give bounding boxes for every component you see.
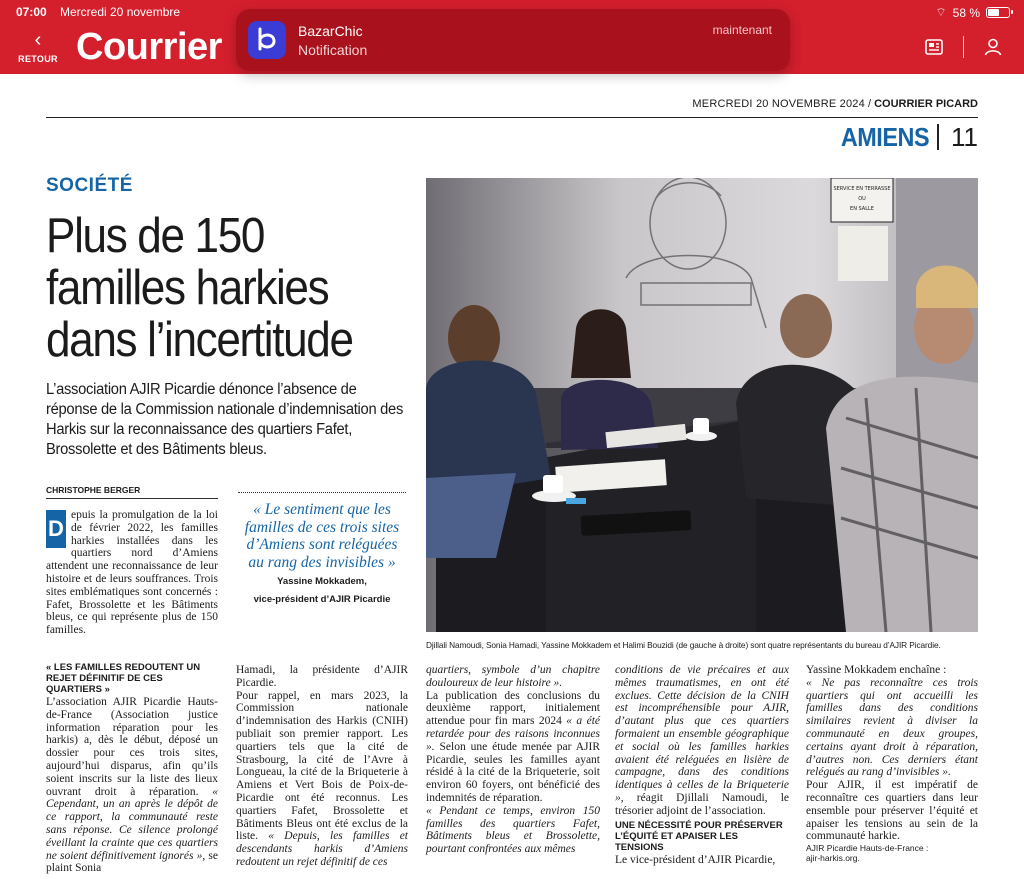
col3-quote-1: quartiers, symbole d’un chapitre douloureux de leur histoire ». xyxy=(426,664,600,689)
photo-sign-line-1: SERVICE EN TERRASSE xyxy=(833,186,891,192)
col1-paragraph-2: L’association AJIR Picardie Hauts-de-France (Association justice information réparation pour les harkis) a, dès le début, déposé un dossier pour ces trois sites, aujourd’hui disparus, afin qu’ils soient inscrits sur la liste des lieux ouvrant droit à réparation. xyxy=(46,696,218,798)
col2-quote: « Depuis, les familles et descendants harkis d’Amiens redoutent un rejet définitif de ces xyxy=(236,830,408,868)
section-name: AMIENS xyxy=(840,121,929,152)
col1-paragraph-1: epuis la promulgation de la loi de février 2022, les familles harkies installées dans les quartiers nord d’Amiens attendent une reconnaissance de leur histoire et de leurs souffrances. Trois sites emblématiques sont concernés : Fafet, Brossolette et les Bâtiments bleus, ce qui représente plus de 150 familles. xyxy=(46,509,218,637)
status-date: Mercredi 20 novembre xyxy=(60,5,181,19)
article-column-2 xyxy=(236,664,408,869)
photo-sign-line-2: OU xyxy=(858,196,866,202)
notification-time: maintenant xyxy=(712,23,772,37)
notification-message: Notification xyxy=(298,42,368,58)
col4-paragraph-2: Le vice-président d’AJIR Picardie, xyxy=(615,853,776,866)
col1-quote: « Cependant, un an après le dépôt de ce rapport, la communauté reste sans réponse. Ce silence prolongé éveillant la crainte que ces quartiers ne soient définitivement ignorés » xyxy=(46,785,218,862)
pull-quote-text: « Le sentiment que les familles de ces trois sites d’Amiens sont reléguées au rang des invisibles » xyxy=(244,501,400,571)
col5-quote: « Ne pas reconnaître ces trois quartiers qui ont accueilli les familles dans des conditions similaires revient à diviser la communauté en deux groupes, certains ayant droit à réparation, d’autres non. Ces derniers étant relégués au rang d’invisibles ». xyxy=(806,676,978,779)
col5-paragraph-1: Yassine Mokkadem enchaîne : xyxy=(806,664,947,676)
notification-app-name: BazarChic xyxy=(298,23,363,39)
battery-icon xyxy=(986,7,1010,18)
page-header xyxy=(46,98,978,118)
col2-paragraph-1: Hamadi, la présidente d’AJIR Picardie. xyxy=(236,664,408,689)
toolbar-divider xyxy=(963,36,964,58)
article-kicker: SOCIÉTÉ xyxy=(46,175,133,196)
pull-quote-role: vice-président d’AJIR Picardie xyxy=(253,594,391,605)
col4-quote: conditions de vie précaires et aux mêmes traumatismes, en ont été exclues. Cette décision de la CNIH est incompréhensible pour AJIR, d’autant plus que ces quartiers formaient un ensemble géographique et social où les familles harkies avaient été reléguées en lisière de campagne, dans des conditions identiques à celles de la Briqueterie » xyxy=(615,664,789,804)
battery-percent: 58 % xyxy=(952,5,980,20)
photo-caption: Djillali Namoudi, Sonia Hamadi, Yassine Mokkadem et Halimi Bouzidi (de gauche à droite) sont quatre représentants du bureau d’AJIR Picardie. xyxy=(426,640,941,650)
col3-quote-3: « Pendant ce temps, environ 150 familles des quartiers Fafet, Bâtiments bleus et Brossolette, pourtant confrontées aux mêmes xyxy=(426,804,600,856)
col3-paragraph-1a: La publication des conclusions du deuxième rapport, initialement attendue pour fin mars 2024 xyxy=(426,689,600,728)
pull-quote xyxy=(238,492,406,607)
photo-sign-line-3: EN SALLE xyxy=(850,206,874,212)
wifi-icon: ⌔ xyxy=(935,5,947,19)
article-column-1 xyxy=(46,509,218,637)
edition-date: MERCREDI 20 NOVEMBRE 2024 xyxy=(692,98,865,110)
brand-logo: Courrier xyxy=(76,26,222,68)
byline: CHRISTOPHE BERGER xyxy=(46,485,218,499)
credit-line-1: AJIR Picardie Hauts-de-France : xyxy=(806,843,929,854)
bazarchic-app-icon xyxy=(248,21,286,59)
col3-paragraph-1b: Selon une étude menée par AJIR Picardie, seules les familles ayant résidé à la cité de la Briqueterie, soit environ 60 foyers, ont bénéficié des indemnités de réparation. xyxy=(426,740,600,804)
col1-end: , se plaint Sonia xyxy=(46,849,218,875)
header-slash: / xyxy=(864,98,875,110)
article-column-1b xyxy=(46,660,218,875)
article-column-3 xyxy=(426,664,600,856)
back-label: RETOUR xyxy=(18,54,58,64)
chevron-left-icon: ‹ xyxy=(34,29,42,51)
subhead-1: « LES FAMILLES REDOUTENT UN REJET DÉFINITIF DE CES QUARTIERS » xyxy=(46,662,201,695)
section-header xyxy=(831,120,978,154)
article-column-5 xyxy=(806,664,978,863)
section-divider xyxy=(937,124,939,150)
col2-paragraph-2: Pour rappel, en mars 2023, la Commission nationale d’indemnisation des Harkis (CNIH) publiait son premier rapport. Les quartiers tels que la cité de Strasbourg, la cité de l’Avre à Longueau, la cité de la Briqueterie à Amiens et Vert Bois de Poix-de-Picardie ont été reconnus. Les quartiers Fafet, Brossolette et Bâtiments Bleus ont été exclus de la liste. xyxy=(236,689,408,843)
website-link[interactable]: ajir-harkis.org. xyxy=(806,853,860,864)
subhead-2: UNE NÉCESSITÉ POUR PRÉSERVER L’ÉQUITÉ ET APAISER LES TENSIONS xyxy=(615,819,783,853)
pull-quote-author: Yassine Mokkadem, xyxy=(277,576,367,587)
newspaper-icon[interactable] xyxy=(923,36,945,58)
article-photo xyxy=(426,178,978,632)
status-time: 07:00 xyxy=(16,5,47,19)
col5-paragraph-2: Pour AJIR, il est impératif de reconnaître ces quartiers dans leur ensemble pour préserver l’équité et apaiser les tensions au sein de la communauté harkie. xyxy=(806,779,978,843)
col3-quote-2: « a été retardée pour des raisons inconnues ». xyxy=(426,715,601,753)
col4-attribution: , réagit Djillali Namoudi, le trésorier adjoint de l’association. xyxy=(615,791,789,817)
user-icon[interactable] xyxy=(982,36,1004,58)
article-headline: Plus de 150 familles harkies dans l’incertitude xyxy=(46,209,353,367)
notification-banner[interactable] xyxy=(236,9,790,71)
article-column-4 xyxy=(615,664,789,866)
drop-cap: D xyxy=(46,510,66,548)
back-button[interactable] xyxy=(12,30,64,68)
article-standfirst: L’association AJIR Picardie dénonce l’absence de réponse de la Commission nationale d’indemnisation des Harkis sur la reconnaissance des quartiers Fafet, Brossolette et des Bâtiments bleus. xyxy=(46,381,404,458)
paper-name: COURRIER PICARD xyxy=(874,98,978,110)
battery-fill xyxy=(988,9,999,16)
page-number: 11 xyxy=(951,121,978,152)
